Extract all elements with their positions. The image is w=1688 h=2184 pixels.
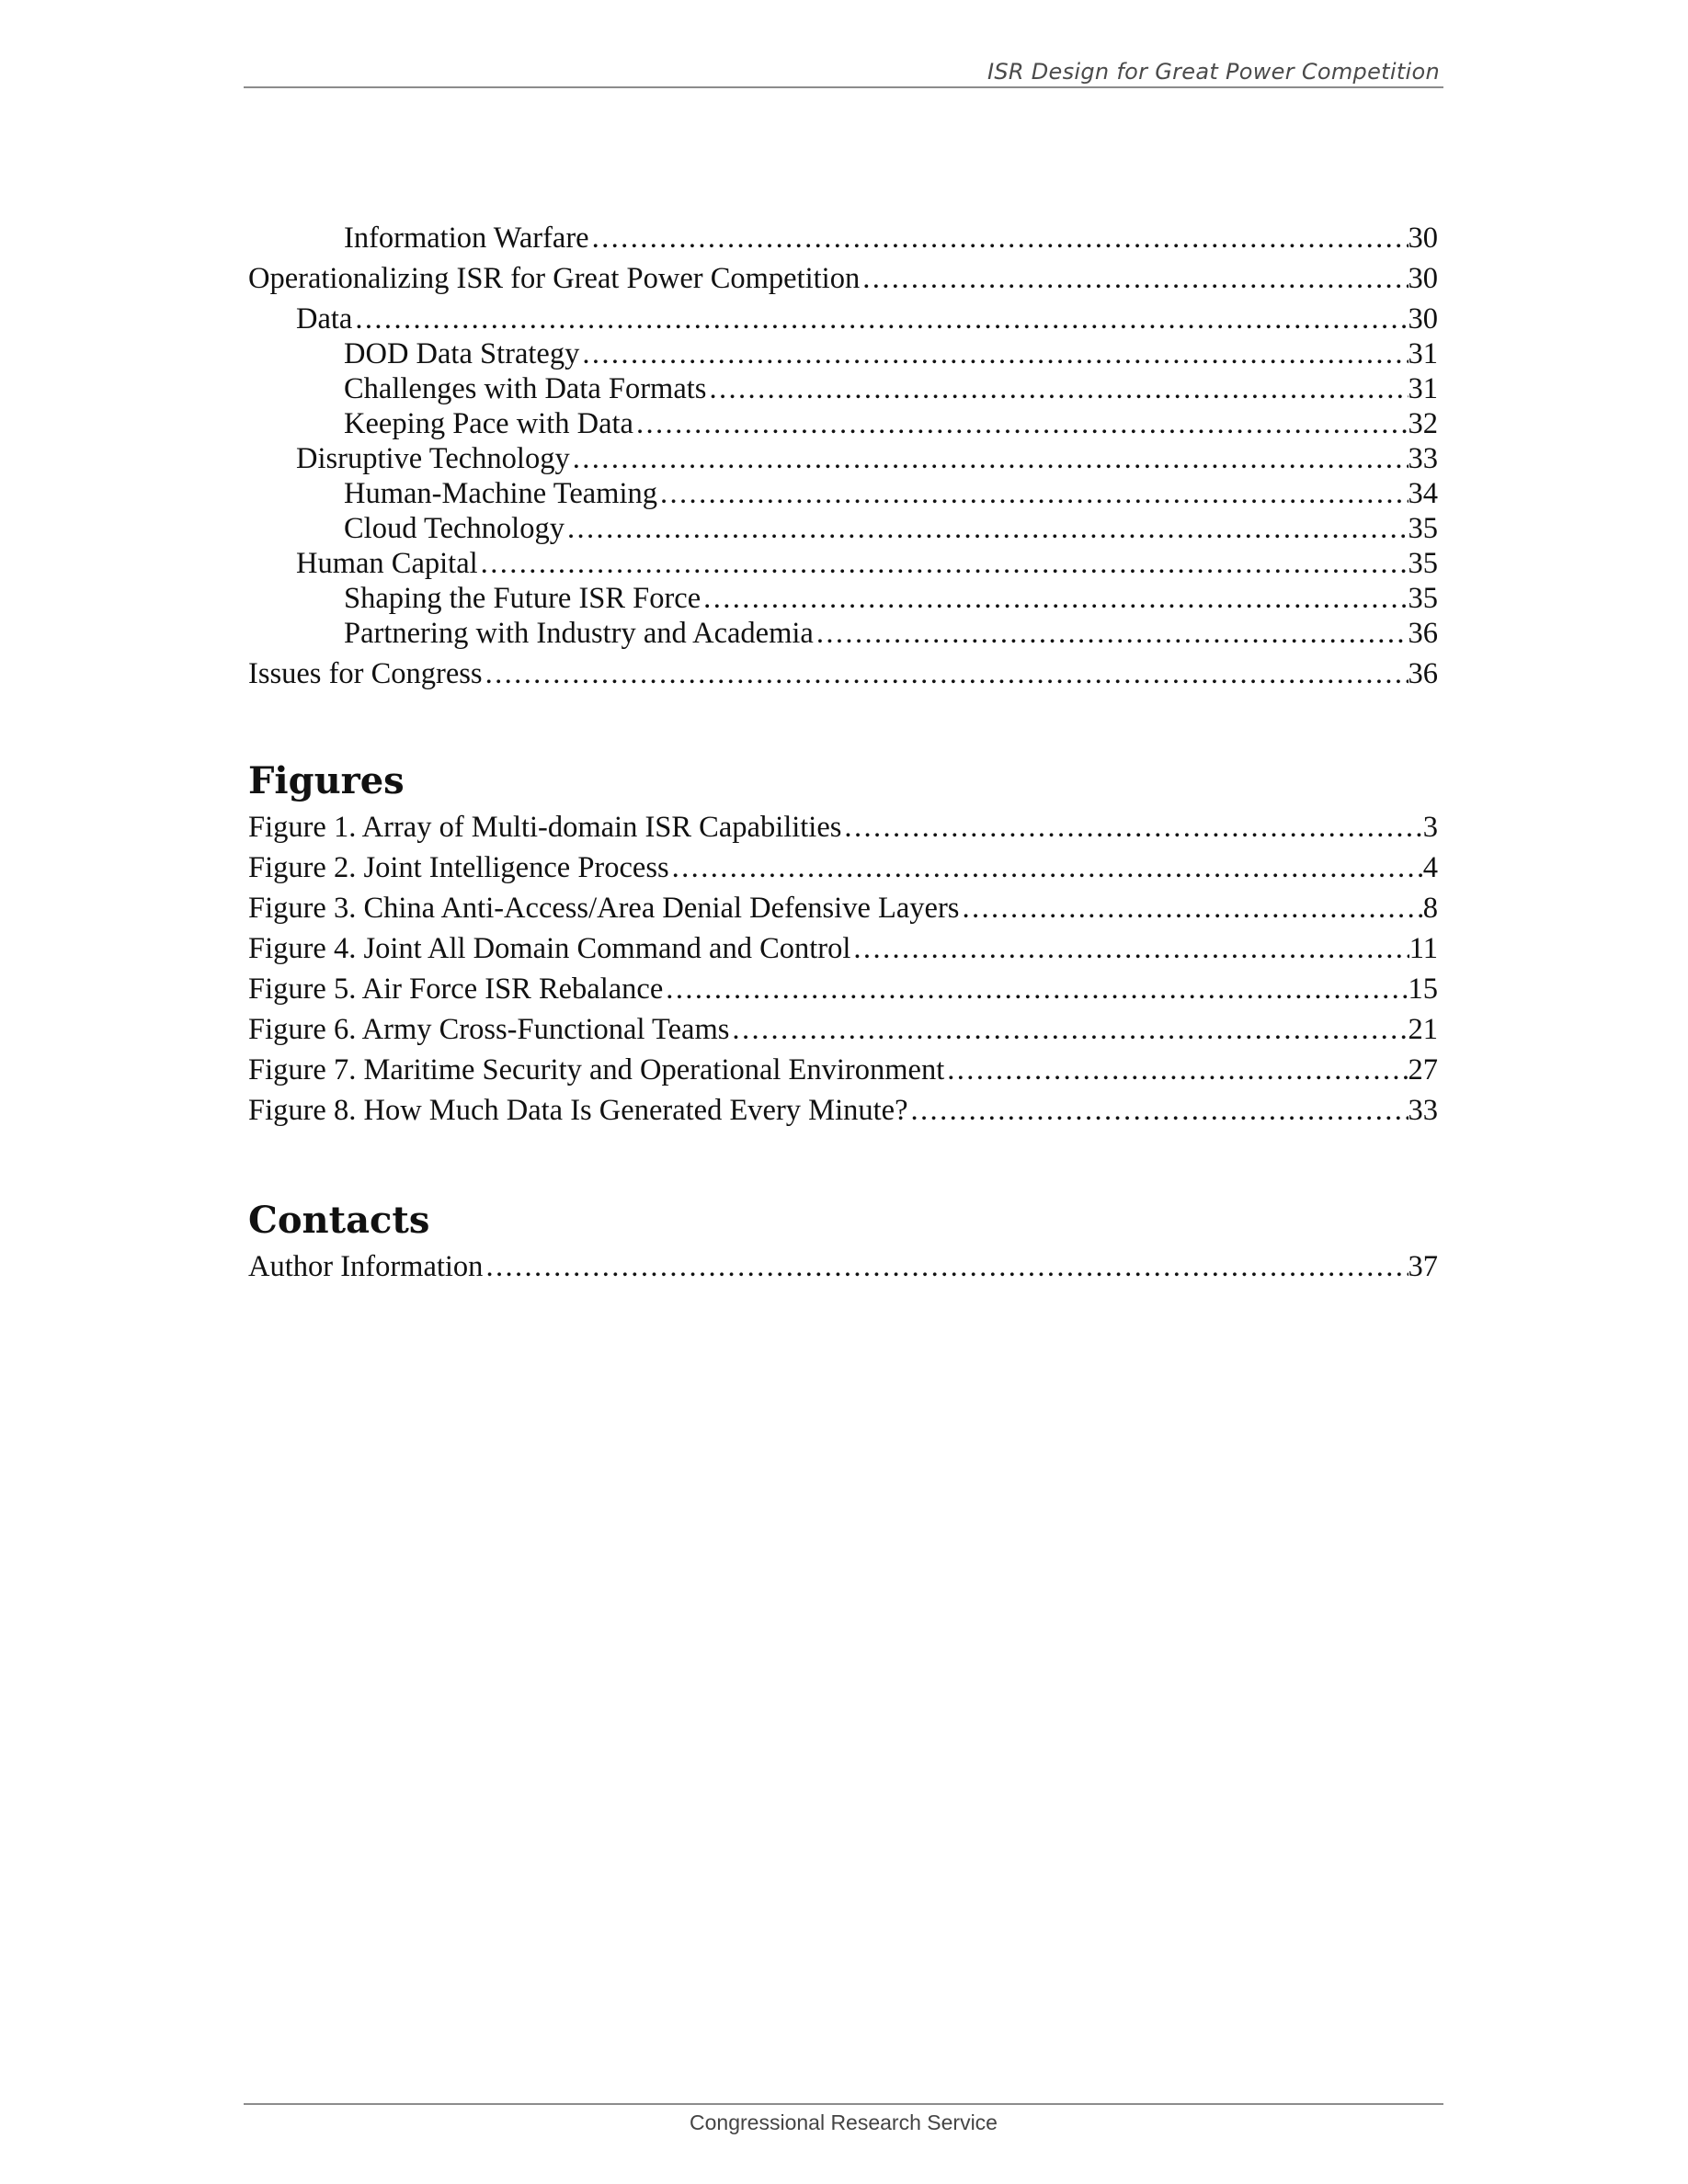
toc-entry-title: Issues for Congress [248,657,483,690]
figure-entry-page: 3 [1422,811,1438,844]
toc-entry[interactable] [248,301,1438,336]
toc-entry-title: Shaping the Future ISR Force [344,582,701,615]
toc-entry-title: Partnering with Industry and Academia [344,617,814,650]
figure-entry-title: Figure 7. Maritime Security and Operational Environment [248,1053,945,1086]
toc-entry-page: 30 [1408,222,1438,255]
dot-leader [478,546,1409,581]
toc-entry-page: 33 [1408,442,1438,475]
toc-entry[interactable] [248,511,1438,546]
dot-leader [570,441,1409,476]
dot-leader [483,1246,1408,1287]
dot-leader [669,847,1423,888]
dot-leader [850,928,1409,969]
dot-leader [959,888,1422,928]
toc-entry[interactable] [248,546,1438,581]
dot-leader [908,1090,1409,1131]
toc-entry[interactable] [248,371,1438,406]
dot-leader [706,371,1408,406]
running-header [244,53,1443,88]
toc-entry-page: 32 [1408,407,1438,440]
toc-entry-title: Disruptive Technology [296,442,570,475]
figure-entry-page: 11 [1409,932,1438,965]
header-title: ISR Design for Great Power Competition [987,59,1440,85]
figure-entry-title: Figure 3. China Anti-Access/Area Denial Defensive Layers [248,892,960,925]
figure-entry[interactable] [248,1050,1438,1090]
figure-entry-page: 15 [1408,973,1438,1006]
figure-entry-page: 8 [1422,892,1438,925]
figure-entry-title: Figure 2. Joint Intelligence Process [248,851,669,884]
toc-entry-title: Operationalizing ISR for Great Power Competition [248,262,861,295]
contact-entry-title: Author Information [248,1250,484,1283]
figure-entry[interactable] [248,888,1438,928]
toc-entry-page: 36 [1408,617,1438,650]
figure-entry[interactable] [248,969,1438,1009]
dot-leader [565,511,1409,546]
table-of-contents [248,221,1438,1287]
toc-entry-title: Human Capital [296,547,478,580]
toc-entry-title: Data [296,302,353,336]
toc-entry-page: 36 [1408,657,1438,690]
dot-leader [657,476,1409,511]
toc-entry[interactable] [248,406,1438,441]
figure-entry-page: 4 [1422,851,1438,884]
toc-entry-title: Human-Machine Teaming [344,477,657,510]
toc-entry-page: 35 [1408,582,1438,615]
toc-entry[interactable] [248,581,1438,616]
figure-entry-page: 33 [1408,1094,1438,1127]
figure-entry-title: Figure 8. How Much Data Is Generated Every Minute? [248,1094,908,1127]
figure-entry-title: Figure 4. Joint All Domain Command and Control [248,932,851,965]
dot-leader [579,336,1408,371]
figure-entry-title: Figure 1. Array of Multi-domain ISR Capabilities [248,811,842,844]
toc-entry-title: Cloud Technology [344,512,565,545]
dot-leader [841,807,1422,847]
running-footer [244,2103,1443,2135]
toc-entry[interactable] [248,261,1438,296]
dot-leader [633,406,1409,441]
toc-entry-title: Challenges with Data Formats [344,372,707,405]
dot-leader [814,616,1409,651]
dot-leader [944,1050,1408,1090]
toc-entry-page: 30 [1408,262,1438,295]
figure-entry[interactable] [248,807,1438,847]
toc-entry-page: 35 [1408,547,1438,580]
dot-leader [483,656,1409,691]
toc-entry[interactable] [248,221,1438,256]
toc-entry-page: 34 [1408,477,1438,510]
toc-entry[interactable] [248,476,1438,511]
dot-leader [860,261,1408,296]
toc-entry-title: Information Warfare [344,222,589,255]
figure-entry-page: 27 [1408,1053,1438,1086]
toc-entry[interactable] [248,656,1438,691]
figures-heading: Figures [248,759,405,802]
toc-entry-page: 35 [1408,512,1438,545]
toc-entry-page: 31 [1408,337,1438,370]
figure-entry[interactable] [248,1009,1438,1050]
figures-section [248,756,1438,1131]
figure-entry[interactable] [248,1090,1438,1131]
dot-leader [663,969,1408,1009]
figure-entry-title: Figure 5. Air Force ISR Rebalance [248,973,664,1006]
dot-leader [352,301,1408,336]
toc-entry[interactable] [248,441,1438,476]
toc-entry[interactable] [248,336,1438,371]
toc-entry-title: DOD Data Strategy [344,337,580,370]
figure-entry[interactable] [248,928,1438,969]
contacts-heading: Contacts [248,1199,430,1242]
toc-entry[interactable] [248,616,1438,651]
dot-leader [589,221,1409,256]
contacts-section [248,1195,1438,1287]
figure-entry[interactable] [248,847,1438,888]
dot-leader [729,1009,1408,1050]
footer-label: Congressional Research Service [690,2110,998,2134]
dot-leader [701,581,1408,616]
toc-entry-title: Keeping Pace with Data [344,407,633,440]
toc-entry-page: 31 [1408,372,1438,405]
figure-entry-page: 21 [1408,1013,1438,1046]
contact-entry-page: 37 [1408,1250,1438,1283]
figure-entry-title: Figure 6. Army Cross-Functional Teams [248,1013,730,1046]
contact-entry[interactable] [248,1246,1438,1287]
toc-entry-page: 30 [1408,302,1438,336]
